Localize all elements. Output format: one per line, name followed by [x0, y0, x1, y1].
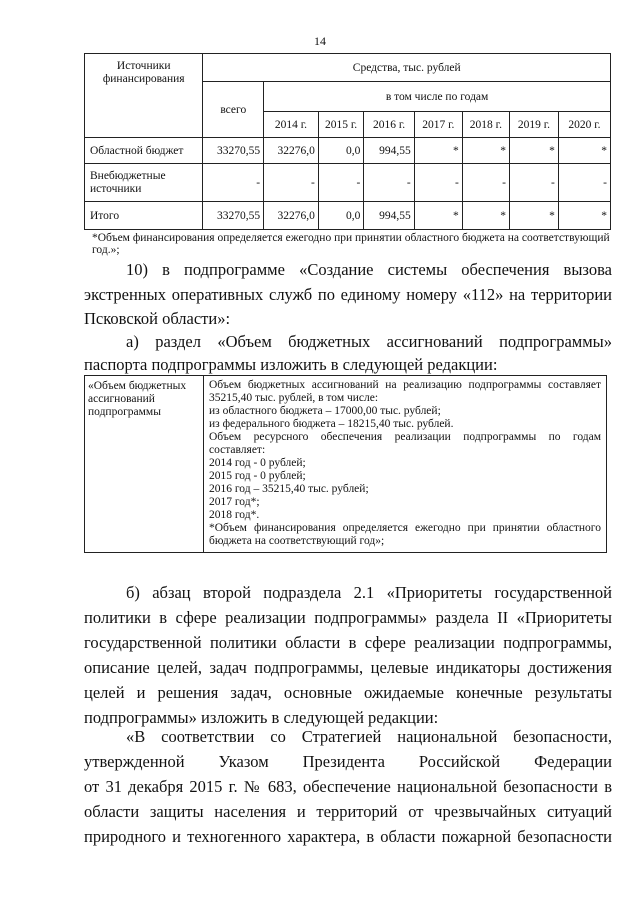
table-cell: 0,0 — [318, 202, 364, 230]
paragraph-b — [84, 580, 612, 730]
table-cell: - — [462, 164, 509, 202]
table-cell: * — [558, 138, 610, 164]
header-source: Источники финансирования — [85, 54, 203, 138]
passport-line: 2014 год - 0 рублей; — [209, 457, 306, 469]
passport-line: 2015 год - 0 рублей; — [209, 470, 306, 482]
text-line: природного и техногенного характера, в области пожарной безопасности — [84, 827, 612, 846]
year-2017: 2017 г. — [414, 112, 462, 138]
year-2018: 2018 г. — [462, 112, 509, 138]
paragraph-c — [84, 724, 612, 849]
row-label: Областной бюджет — [85, 138, 203, 164]
year-2019: 2019 г. — [509, 112, 558, 138]
header-by-years: в том числе по годам — [264, 82, 611, 112]
passport-line: *Объем финансирования определяется ежегодно при принятии областного бюджета на соответствующий год»; — [209, 522, 601, 547]
table-cell: * — [414, 202, 462, 230]
table-cell: 994,55 — [364, 202, 414, 230]
table-row — [85, 202, 611, 230]
table-cell: - — [414, 164, 462, 202]
passport-line: Объем бюджетных ассигнований на реализацию подпрограммы составляет 35215,40 тыс. рублей, в том числе: — [209, 379, 601, 404]
text-line: утвержденной Указом Президента Российской Федерации — [84, 752, 612, 771]
text-line: Псковской области»: — [84, 309, 231, 328]
table-cell: - — [318, 164, 364, 202]
year-2020: 2020 г. — [558, 112, 610, 138]
table-cell: 33270,55 — [203, 202, 264, 230]
table-row — [85, 138, 611, 164]
text-line: «В соответствии со Стратегией национальной безопасности, — [126, 727, 612, 746]
table-row — [85, 164, 611, 202]
row-label: Итого — [85, 202, 203, 230]
passport-line: из федерального бюджета – 18215,40 тыс. рублей. — [209, 418, 454, 430]
passport-label: «Объем бюджетных ассигнований подпрограммы — [85, 376, 204, 553]
year-2014: 2014 г. — [264, 112, 319, 138]
table-cell: * — [462, 138, 509, 164]
year-2015: 2015 г. — [318, 112, 364, 138]
text-line: б) абзац второй подраздела 2.1 «Приоритеты государственной — [126, 583, 612, 602]
table-cell: - — [509, 164, 558, 202]
text-line: описание целей, задач подпрограммы, целевые индикаторы достижения — [84, 658, 612, 677]
table-cell: 33270,55 — [203, 138, 264, 164]
text-line: политики в сфере реализации подпрограммы» раздела II «Приоритеты — [84, 608, 612, 627]
funding-footnote: *Объем финансирования определяется ежегодно при принятии областного бюджета на соответствующий год.»; — [92, 232, 610, 256]
passport-table — [84, 375, 607, 553]
table-cell: - — [264, 164, 319, 202]
paragraph-10 — [84, 258, 612, 332]
text-line: паспорта подпрограммы изложить в следующей редакции: — [84, 355, 498, 374]
text-line: экстренных оперативных служб по единому номеру «112» на территории — [84, 284, 612, 304]
table-cell: 0,0 — [318, 138, 364, 164]
table-cell: 32276,0 — [264, 202, 319, 230]
table-cell: - — [364, 164, 414, 202]
passport-content — [204, 376, 607, 553]
table-cell: 32276,0 — [264, 138, 319, 164]
passport-line: 2017 год*; — [209, 496, 260, 508]
table-cell: - — [558, 164, 610, 202]
table-cell: 994,55 — [364, 138, 414, 164]
table-cell: * — [414, 138, 462, 164]
header-total: всего — [203, 82, 264, 138]
text-line: от 31 декабря 2015 г. № 683, обеспечение национальной безопасности в — [84, 777, 612, 796]
text-line: подпрограммы» изложить в следующей редакции: — [84, 708, 439, 727]
passport-line: 2016 год – 35215,40 тыс. рублей; — [209, 483, 369, 495]
header-funds: Средства, тыс. рублей — [203, 54, 611, 82]
text-line: целей и решения задач, основные ожидаемые конечные результаты — [84, 683, 612, 702]
passport-line: 2018 год*. — [209, 509, 260, 521]
paragraph-a — [84, 330, 612, 376]
text-line: области защиты населения и территорий от чрезвычайных ситуаций — [84, 802, 612, 821]
table-cell: * — [558, 202, 610, 230]
funding-table — [84, 53, 611, 230]
text-line: государственной политики области в сфере реализации подпрограммы, — [84, 633, 612, 652]
table-cell: * — [509, 138, 558, 164]
text-line: а) раздел «Объем бюджетных ассигнований подпрограммы» — [126, 332, 612, 351]
table-cell: - — [203, 164, 264, 202]
passport-line: из областного бюджета – 17000,00 тыс. рублей; — [209, 405, 441, 417]
text-line: 10) в подпрограмме «Создание системы обеспечения вызова — [126, 260, 612, 279]
passport-line: Объем ресурсного обеспечения реализации подпрограммы по годам составляет: — [209, 431, 601, 456]
year-2016: 2016 г. — [364, 112, 414, 138]
row-label: Внебюджетные источники — [85, 164, 203, 202]
table-cell: * — [509, 202, 558, 230]
page-number: 14 — [314, 34, 326, 48]
table-cell: * — [462, 202, 509, 230]
